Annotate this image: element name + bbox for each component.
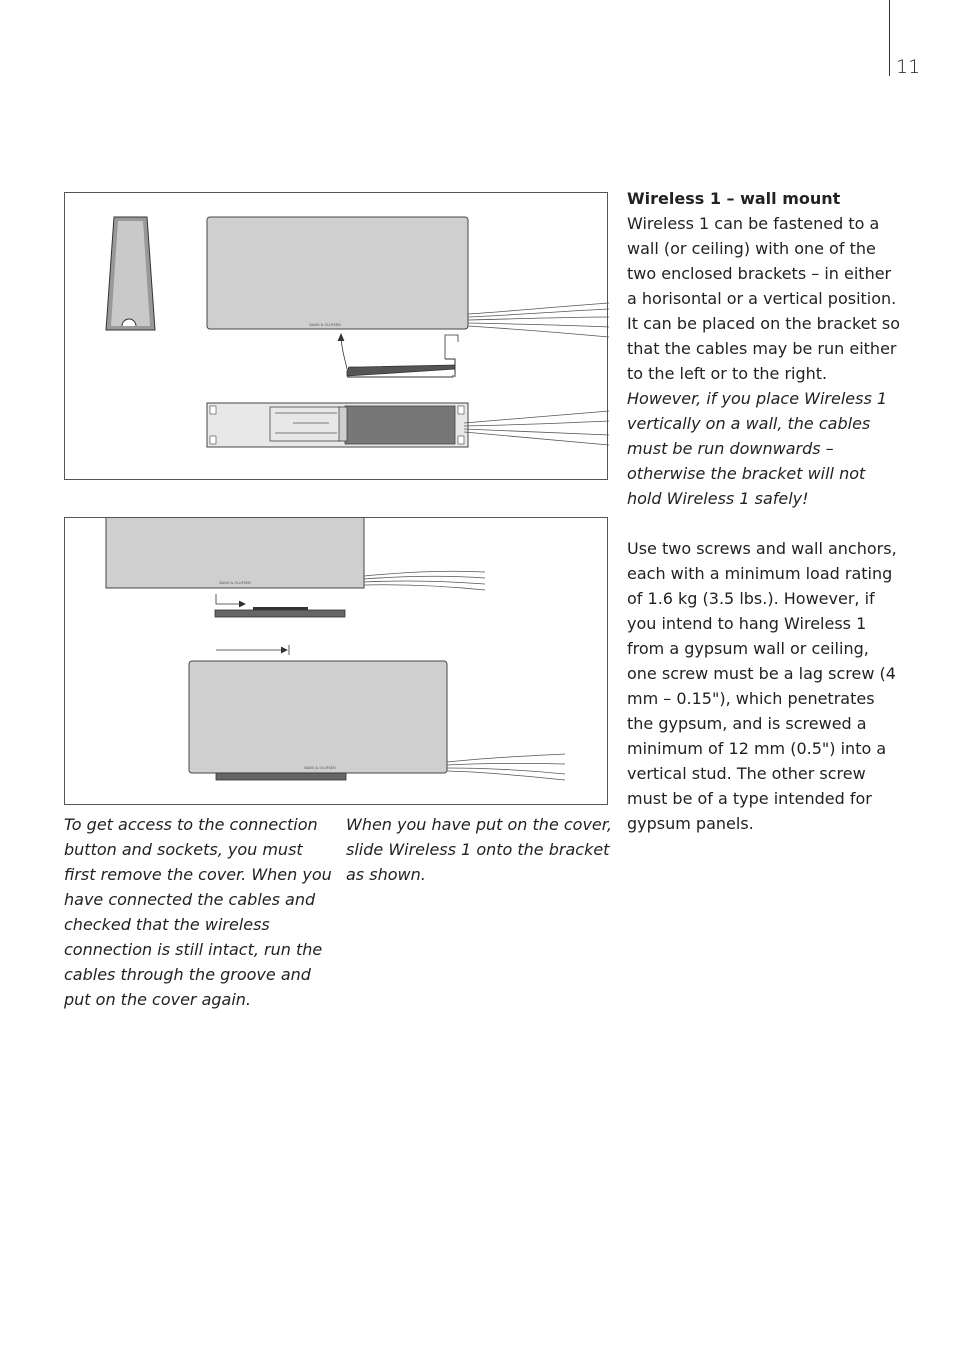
slide-onto-bracket-illustration [65, 518, 609, 806]
page-number: 11 [896, 56, 921, 78]
device-cables [468, 303, 609, 337]
arrow-curved [338, 334, 347, 369]
device-bottom-cables [447, 754, 565, 780]
section-title: Wireless 1 – wall mount [627, 189, 841, 208]
mounting-instructions [627, 211, 902, 511]
device-logo-top: BANG & OLUFSEN [219, 581, 251, 585]
cover-removal-illustration [65, 193, 609, 481]
device-top [106, 518, 364, 588]
device-body [207, 217, 468, 329]
page-divider-line [889, 0, 890, 76]
caption-cover-removal: To get access to the connection button and sockets, you must first remove the cover. When you have connected the cables and checked that the wireless connection is still intact, run the cables through the groove and put on the cover again. [64, 815, 332, 1009]
arrow-vertical [445, 335, 458, 359]
device-opened [207, 403, 468, 447]
device-logo: BANG & OLUFSEN [309, 323, 341, 327]
cover-piece [347, 359, 455, 377]
device-opened-cables [464, 411, 609, 445]
mounting-instructions-regular: Wireless 1 can be fastened to a wall (or ceiling) with one of the two enclosed brackets – in either a horisontal or a vertical position. It can be placed on the bracket so that the cables may be run either to the left or to the right. [627, 214, 900, 383]
bracket-top [215, 607, 345, 617]
wall-mount-text [627, 186, 902, 836]
figure-slide-onto-bracket [64, 517, 608, 805]
mounting-warning: However, if you place Wireless 1 vertically on a wall, the cables must be run downwards – otherwise the bracket will not hold Wireless 1 safely! [627, 389, 888, 508]
figure-cover-removal [64, 192, 608, 480]
side-profile-view [106, 217, 155, 330]
screw-requirements: Use two screws and wall anchors, each with a minimum load rating of 1.6 kg (3.5 lbs.). However, if you intend to hang Wireless 1 from a gypsum wall or ceiling, one screw must be a lag screw (4 mm – 0.15"), which penetrates the gypsum, and is screwed a minimum of 12 mm (0.5") into a vertical stud. The other screw must be of a type intended for gypsum panels. [627, 539, 897, 833]
device-bottom [189, 661, 447, 780]
arrow-slide-middle [216, 645, 289, 655]
device-logo-bottom: BANG & OLUFSEN [304, 766, 336, 770]
arrow-slide-top [216, 594, 245, 607]
caption-slide-bracket: When you have put on the cover, slide Wireless 1 onto the bracket as shown. [346, 815, 612, 884]
device-top-cables [364, 571, 485, 590]
